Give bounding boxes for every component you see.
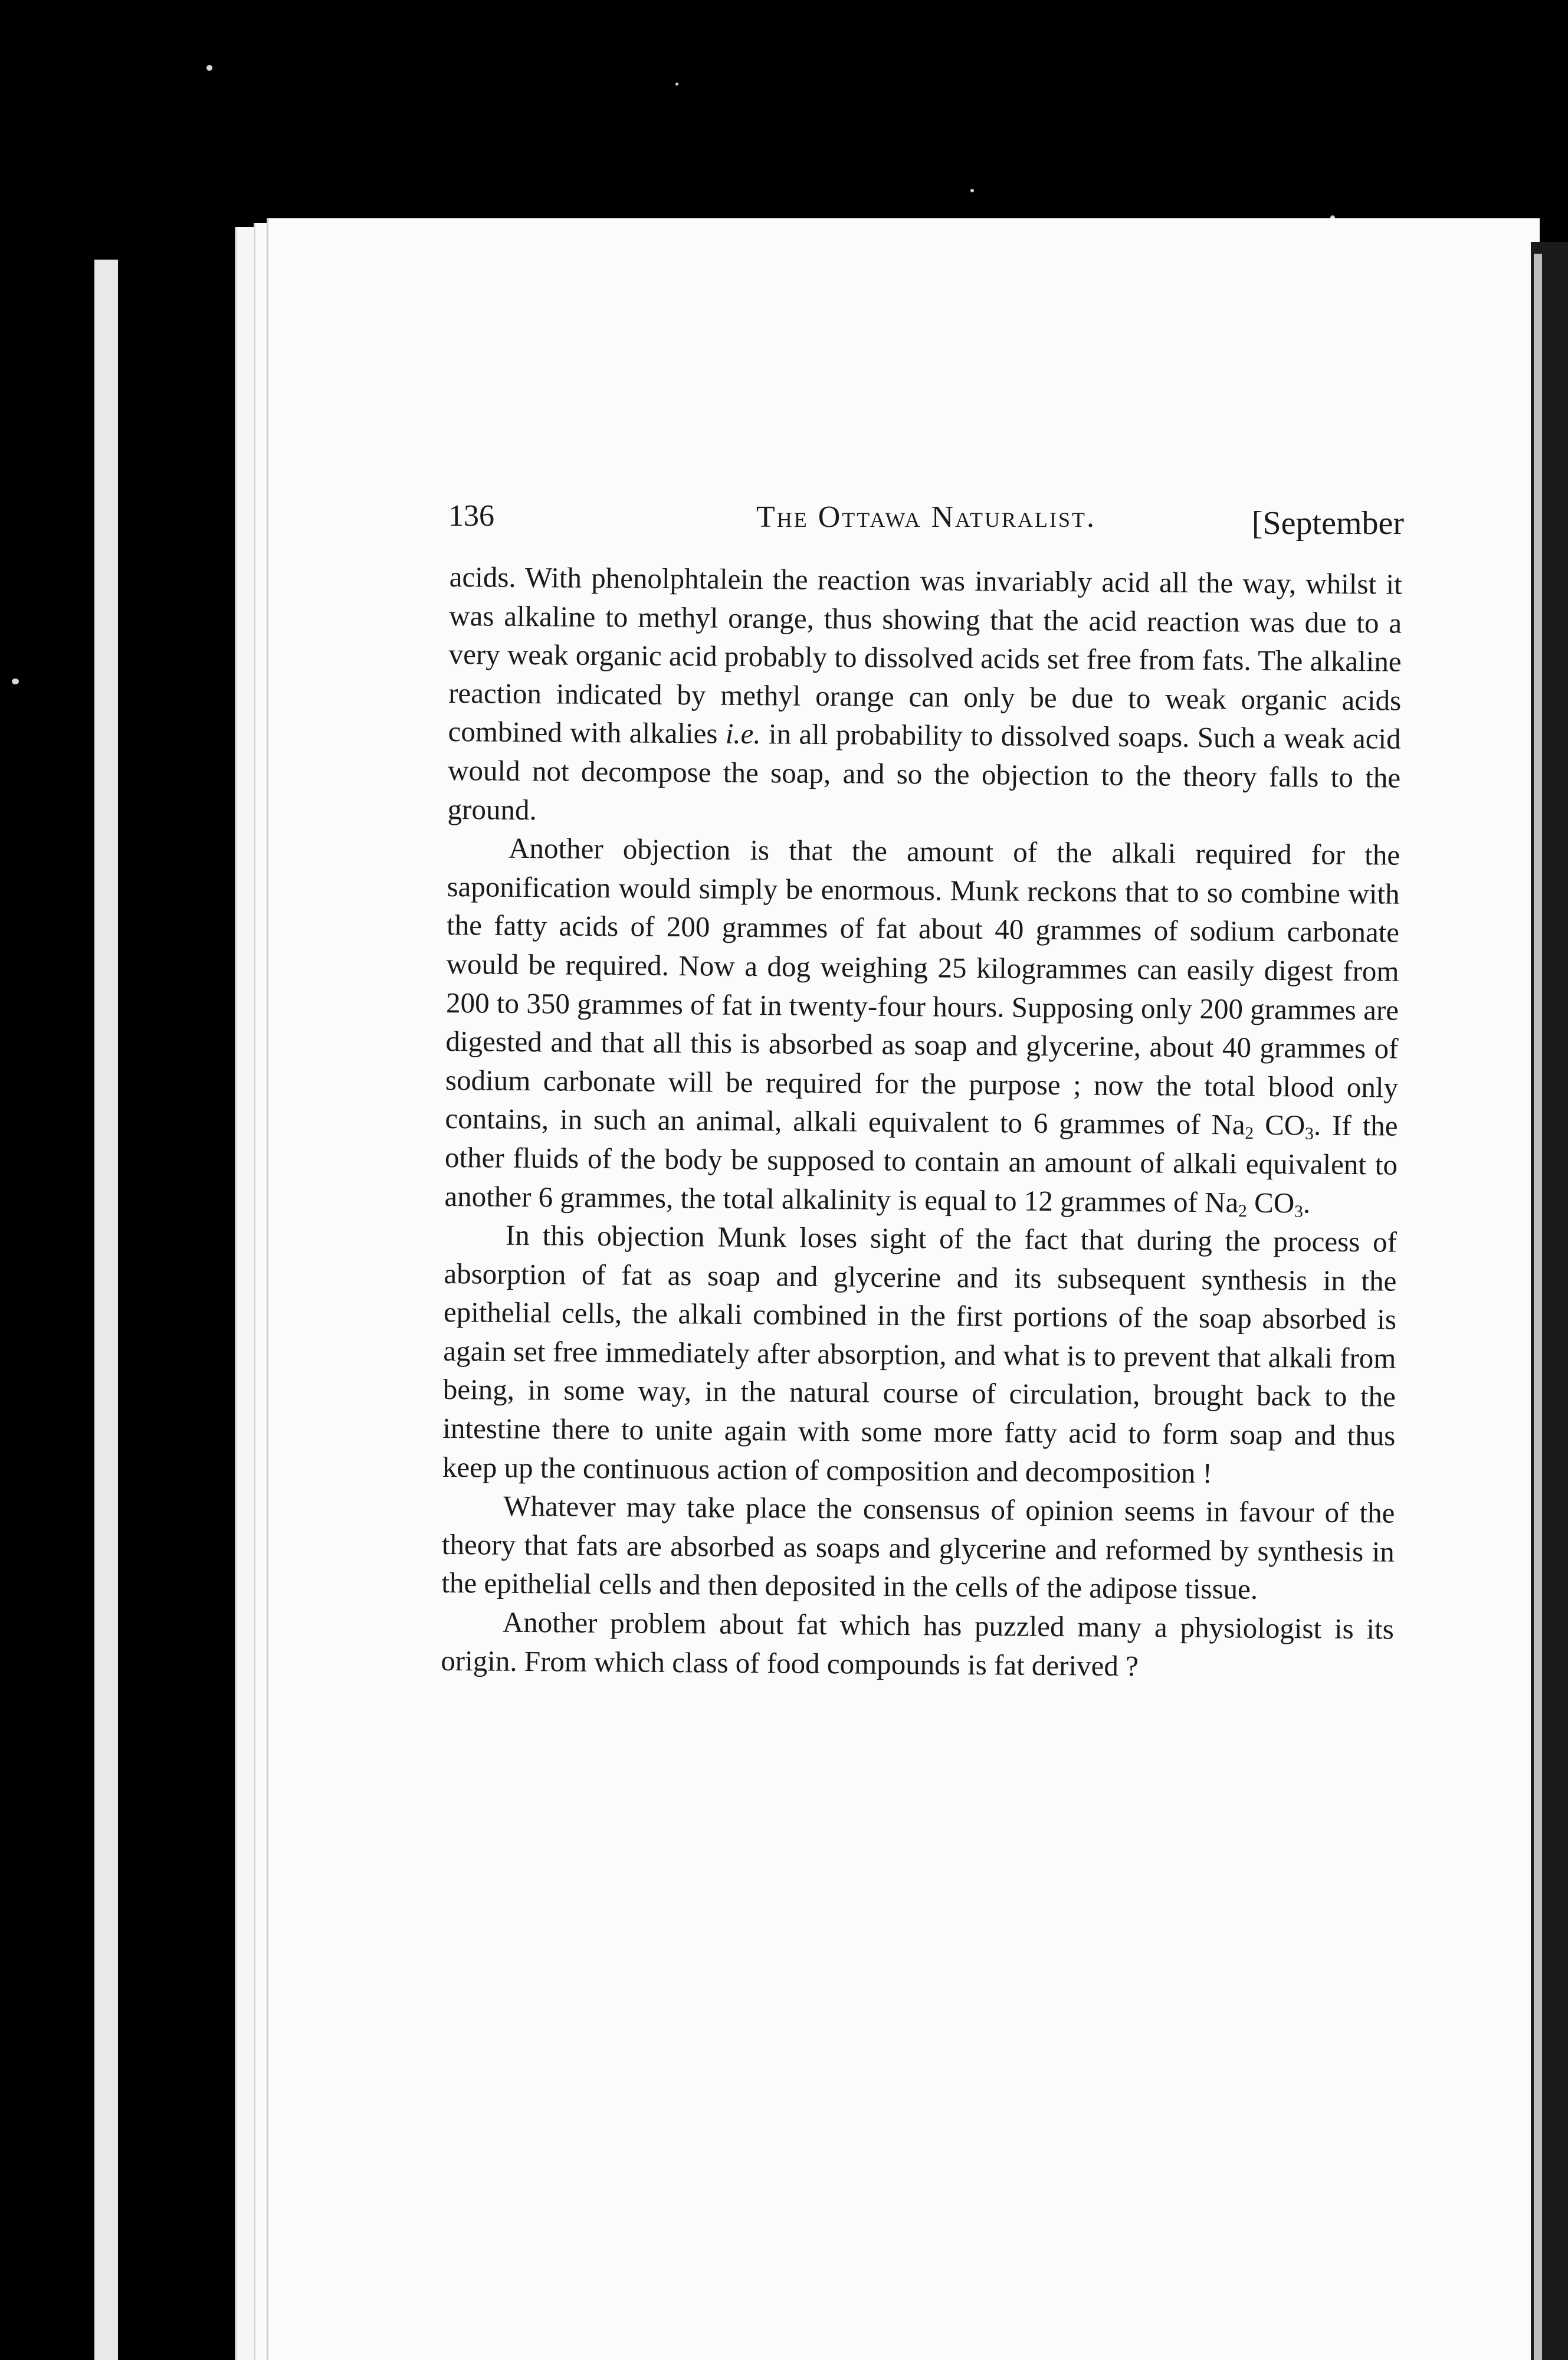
text-run: In this objection Munk loses sight of the fact that during the process of absorption of fat as soap and glycerine and its subsequent synthesis in the epithelial cells, the alkali combined in the first portions of the soap absorbed is again set free immediately after absorption, and what is to prevent that alkali from being, in some way, in the natural course of circulation, brought back to the intestine there to unite again with some more fatty acid to form soap and thus keep up the continuous action of composition and decomposition ! — [442, 1218, 1398, 1489]
page-edge-outer — [94, 260, 118, 2360]
paragraph — [444, 828, 1400, 1223]
text-run: CO — [1254, 1109, 1305, 1142]
dust-speck — [12, 678, 19, 684]
chemical-subscript: 3 — [1305, 1125, 1314, 1144]
text-run: Another problem about fat which has puzzled many a physiologist is its origin. From which class of food compounds is fat derived ? — [441, 1605, 1395, 1682]
text-run: Whatever may take place the consensus of opinion seems in favour of the theory that fats are absorbed as soaps and glycerine and reformed by synthesis in the epithelial cells and then deposited in the cells of the adipose tissue. — [441, 1490, 1395, 1606]
chemical-subscript: 2 — [1245, 1124, 1254, 1143]
dust-speck — [675, 83, 678, 86]
paragraph — [447, 558, 1402, 836]
paragraph — [441, 1486, 1395, 1610]
body-text — [441, 558, 1402, 1687]
text-run: . — [1303, 1186, 1311, 1219]
running-header — [448, 493, 1404, 546]
journal-title: The Ottawa Naturalist. — [756, 500, 1097, 534]
page-number: 136 — [448, 499, 494, 533]
text-run: CO — [1246, 1186, 1295, 1219]
next-page-edge — [1534, 254, 1542, 2360]
text-run: in all probability to dissolved soaps. Such a weak acid would not decompose the soap, and so the objection to the theory falls to the ground. — [447, 717, 1401, 826]
page-edge-middle — [235, 227, 254, 2360]
dust-speck — [206, 65, 212, 71]
text-run: acids. With phenolphtalein the reaction was invariably acid all the way, whilst it was alkaline to methyl orange, thus showing that the acid reaction was due to a very weak organic acid probably to dissolved acids set free from fats. The alkaline reaction indicated by methyl orange can only be due to weak organic acids combined with alkalies — [448, 560, 1402, 750]
paragraph — [442, 1215, 1398, 1494]
text-run: . If the other fluids of the body be supposed to contain an amount of alkali equivalent to another 6 grammes, the total alkalinity is equal to 12 grammes of Na — [444, 1109, 1398, 1219]
page-edge-inner — [254, 223, 267, 2360]
italic-text: i.e. — [725, 717, 761, 750]
dust-speck — [970, 189, 974, 192]
issue-month: [September — [1251, 505, 1404, 542]
chemical-subscript: 3 — [1294, 1202, 1303, 1221]
paragraph — [441, 1602, 1394, 1687]
text-run: Another objection is that the amount of the alkali required for the saponification would simply be enormous. Munk reckons that to so combine with the fatty acids of 200 grammes of fat about 40 grammes of sodium carbonate would be required. Now a dog weighing 25 kilogrammes can easily digest from 200 to 350 grammes of fat in twenty-four hours. Supposing only 200 grammes are digested and that all this is absorbed as soap and glycerine, about 40 grammes of sodium carbonate will be required for the purpose ; now the total blood only contains, in such an animal, alkali equivalent to 6 grammes of Na — [445, 831, 1400, 1141]
chemical-subscript: 2 — [1238, 1201, 1247, 1221]
